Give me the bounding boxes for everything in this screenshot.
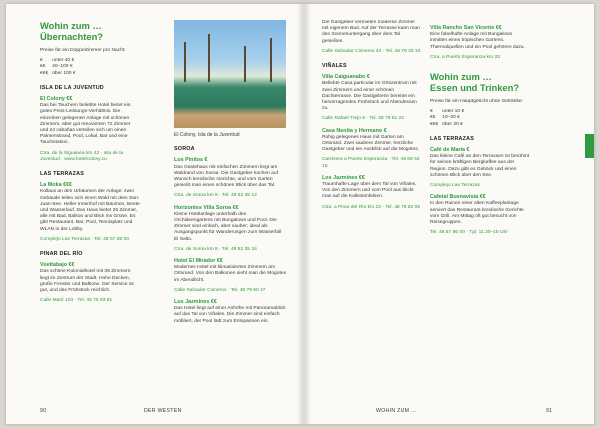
palm-trunk bbox=[244, 46, 246, 82]
right-page-second-column bbox=[430, 20, 530, 406]
hotel-contact: Calle Salvador Cisneros · Tel. 48 79 60 47 bbox=[174, 287, 266, 293]
price-row: €€€ über 100 € bbox=[40, 70, 76, 76]
region-heading: VIÑALES bbox=[322, 63, 347, 70]
left-page-column bbox=[40, 20, 140, 406]
price-table bbox=[40, 58, 80, 77]
book-gutter bbox=[297, 4, 311, 424]
hotel-contact: Carretera a Puerto Esperanza · Tel. 48 69 53 18 bbox=[322, 157, 420, 169]
hotel-name: Horizontes Villa Soroa €€ bbox=[174, 204, 239, 211]
hotel-description: Eine fabelhafte Anlage mit Bungalows inmitten eines tropischen Gartens. Thermalquellen und ein Pool gehören dazu. bbox=[430, 32, 525, 50]
restaurant-description: In den Ruinen einer alten Kaffeeplantage serviert das Restaurant kreolische Gerichte vom Grill. Am Mittag oft gut besucht von Reisegruppen. bbox=[430, 201, 524, 226]
restaurant-contact: Complejo Las Terrazas bbox=[430, 183, 480, 189]
hotel-contact: Calle Martí 103 · Tel. 48 75 93 81 bbox=[40, 298, 113, 304]
hotel-description: Das Gästehaus mit einfachen Zimmern liegt am Waldrand von Soroa. Die Gastgeber kochen auf Wunsch kreolische Gerichte, und vom Garten genießt man einen schönen Blick über das Tal. bbox=[174, 164, 278, 189]
page-number-right: 91 bbox=[546, 408, 553, 414]
hotel-name: Los Jazmines €€ bbox=[322, 174, 365, 181]
hotel-name: Los Pinitos € bbox=[174, 157, 208, 164]
hotel-description: Kollaus an den Urbäumen der Anlage: zwei Gebäude teilen sich einen Wald mit dem San-Juan-See. Heller Innenhof mit Bäumen, Beete und Wasserlauf. Das Haus bietet 26 Zimmer, alle mit Bad, Balkon und Blick ins Grüne. Es gibt Restaurant, Bar, Pool, Tennisplatz und WLAN in der Lobby. bbox=[40, 189, 140, 232]
price-intro: Preise für ein Hauptgericht ohne Getränke: bbox=[430, 99, 523, 105]
hotel-description: Kleine Hotelanlage unterhalb des Orchideengartens mit Bungalows und Pool. Die Zimmer sind einfach, aber sauber; ideal als Ausgangspunkt für Wanderungen zum Wasserfall El Salto. bbox=[174, 211, 282, 242]
restaurant-description: Das kleine Café an den Terrassen ist berühmt für seinen kräftigen Bergkaffee aus der Region. Dazu gibt es Gebäck und einen schönen Blick über den See. bbox=[430, 154, 530, 178]
left-page-second-column bbox=[174, 20, 286, 406]
chapter-thumb-tab bbox=[585, 134, 594, 158]
palm-trunk bbox=[208, 34, 210, 82]
hotel-description: Modernes Hotel mit klimatisierten Zimmern am Ortsrand. Von den Balkonen sieht man die Mogotes im Abendlicht. bbox=[174, 265, 286, 283]
hotel-name: Casa Nenita y Hermano € bbox=[322, 127, 387, 134]
page-number-left: 90 bbox=[40, 408, 47, 414]
hotel-name: La Moka €€€ bbox=[40, 182, 73, 189]
palm-trunk bbox=[270, 38, 272, 82]
hotel-contact: Complejo Las Terrazas · Tel. 48 57 86 00 bbox=[40, 236, 129, 242]
hotel-contact: Ctra. a Pinar del Río km 23 · Tel. 48 79 62 05 bbox=[322, 204, 421, 210]
hotel-description: Das Hotel liegt auf einer Anhöhe mit Panoramablick auf das Tal von Viñales. Die Zimmer sind einfach möbliert, der Pool lädt zum Entspannen ein. bbox=[174, 306, 286, 324]
hotel-contact: Calle Rafael Trejo 5 · Tel. 48 79 61 22 bbox=[322, 116, 405, 122]
hotel-name: Villa Rancho San Vicente €€ bbox=[430, 25, 502, 31]
price-row: € unter 40 € bbox=[40, 58, 75, 64]
hotel-pool-photo bbox=[174, 20, 286, 128]
book-spread bbox=[6, 4, 594, 424]
hotel-description: Beliebte Casa particular im Ortszentrum mit zwei Zimmern und einer schönen Dachterrasse. Die Gastgeberin bereitet ein hervorragendes Frühstück und Abendessen zu. bbox=[322, 81, 417, 112]
region-heading: ISLA DE LA JUVENTUD bbox=[40, 84, 104, 91]
price-row: €€ 10–20 € bbox=[430, 115, 460, 121]
region-heading: PINAR DEL RÍO bbox=[40, 251, 83, 258]
price-intro: Preise für ein Doppelzimmer pro Nacht: bbox=[40, 48, 126, 53]
region-heading: LAS TERRAZAS bbox=[40, 171, 85, 178]
hotel-description: Das bei Tauchern beliebte Hotel bietet ein gutes Preis-Leistungs-Verhältnis. Die einzelnen gelegenen Anlage mit schönen Zimmern, aber gut renovierten 72 Zimmer und 24 cabañas verteilen sich um einen Palmenstrand, Pool, Lokal, Bar und eine Tauchstation. bbox=[40, 103, 131, 146]
hotel-name: Los Jazmines €€ bbox=[174, 299, 217, 306]
restaurant-contact: Tel. 48 57 86 00 · Tgl. 11.30–15 Uhr bbox=[430, 230, 508, 236]
palm-trunk bbox=[184, 42, 186, 82]
region-heading: LAS TERRAZAS bbox=[430, 135, 475, 142]
hotel-description: Ruhig gelegenes Haus mit Garten am Ortsrand. Zwei saubere Zimmer, herzliche Gastgeber und ein Ausblick auf die Mogotes. bbox=[322, 134, 420, 153]
hotel-contact: Ctra. de la Siguanea km 42 · Isla de la Juventud · www.hotelcolony.cu bbox=[40, 150, 124, 162]
hotel-description: Traumhafte Lage über dem Tal von Viñales. Von den Zimmern und vom Pool aus blickt man auf die Kalksteinfelsen. bbox=[322, 182, 417, 200]
region-heading: SOROA bbox=[174, 146, 195, 153]
hotel-description: Das schöne Kolonialhotel mit 39 Zimmern liegt im Zentrum der Stadt. Hohe Decken, große Fenster und Balkone. Der Service ist gut, und das Frühstück reichlich. bbox=[40, 269, 134, 294]
hotel-contact: Ctra. de Soroa km 8 · Tel. 48 52 35 12 bbox=[174, 193, 257, 199]
hotel-contact: Ctra. de Soroa km 8 · Tel. 48 52 35 34 bbox=[174, 246, 257, 252]
right-page-column bbox=[322, 20, 422, 406]
running-head-left: DER WESTEN bbox=[144, 408, 182, 414]
hotel-name: Villa Caiguanabo € bbox=[322, 74, 370, 81]
restaurant-name: Cafetal Buenavista €€ bbox=[430, 194, 486, 201]
price-row: €€€ über 20 € bbox=[430, 121, 463, 127]
hotel-name: Vueltabajo €€ bbox=[40, 262, 75, 269]
hotel-name: Hotel El Mirador €€ bbox=[174, 258, 223, 265]
photo-caption: El Colony, Isla de la Juventud bbox=[174, 132, 240, 138]
hotel-contact: Calle Salvador Cisneros 42 · Tel. 48 79 33 10 bbox=[322, 48, 421, 54]
section-title-accommodation: Wohin zum … Übernachten? bbox=[40, 20, 104, 42]
running-head-right: WOHIN ZUM … bbox=[376, 408, 417, 414]
hotel-contact: Ctra. a Puerto Esperanza km 33 bbox=[430, 54, 500, 60]
price-table bbox=[430, 109, 468, 128]
section-title-food: Wohin zum … Essen und Trinken? bbox=[430, 71, 520, 94]
hotel-name: El Colony €€ bbox=[40, 96, 73, 103]
price-row: € unter 10 € bbox=[430, 109, 465, 115]
hotel-description: Die Gastgeber vermieten moderne Zimmer mit eigenem Bad. Auf der Terrasse kann man den Sonnenuntergang über dem Tal genießen. bbox=[322, 20, 420, 44]
price-row: €€ 40–100 € bbox=[40, 64, 73, 70]
restaurant-name: Café de María € bbox=[430, 147, 470, 154]
